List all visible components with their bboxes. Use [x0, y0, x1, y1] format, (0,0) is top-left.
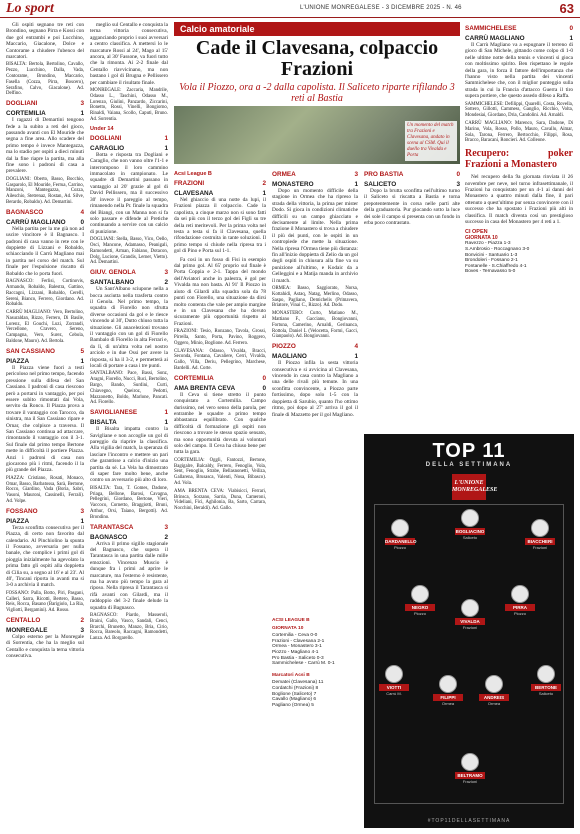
paragraph: Terza sconfitta consecutiva per il Piazza, di certo non favorito dal calendario. Al Pinchiolino la spunta il Fossano, avversaria per nulla banale, che complice i primi gol di pioggia inizialmente ha agevolato la prima fatto gli ospiti alla doppietta di Cilia su, a segno al 16' e al 23'. Al 40', Tincani riporta in avanti ma si 3-0 a archivia il match.: [6, 524, 84, 589]
column-5: [364, 168, 460, 430]
score-line: CORTEMILIA 1: [6, 110, 84, 118]
column-1: [6, 22, 84, 828]
player-card: ANDREIS Ormea: [479, 675, 509, 706]
column-6: [465, 22, 573, 428]
paragraph: Nella partita per la me già non ad uscire vincitore è il Bagnasco. I padroni di casa vanno in rete con le doppiette di Lizzani e Robaldo, schiacciando il Carrù Magliano mai in partita nel corso del match. Sul finale per l'espulsione riscatto di Robaldo che lo porta fuori.: [6, 225, 84, 277]
result-row: Ormea - Monastero 3-1: [272, 644, 322, 650]
score-line: BAGNASCO 2: [90, 533, 168, 541]
paragraph: Dopo un momento difficile della stagione in Ormea che ha ripreso la strada della vittoria, la prima per mister Dodo. Si gioca in condizioni climatiche difficili su un campo ghiacciato e decisamente al limite. Nella prima frazione il Monastero si trova a chiudere il più dei punti, con le ospiti in un contropiede che mette la situazione. Nella ripresa l'Ormea tiene più distanza: fin all'inizio doppietta di Zelio da un gol degli ospiti in chiusura alla fine va su punizione all'ultimo, e Kodaic da a Gelleggini e a Matija manda in archivio il match.: [272, 188, 358, 284]
paragraph: Fa così in un fosso di Fisi in esempio dal primo gol. Al 65' proprio sul finale è Porta Coppia e 2-1. Tappa del mondo dell'Aviatori anche in palestra, è gol per Vivalda ma non basta. Al 91' Il Piozzo in aiuto di Gilardi alla squadra sola da 78 punti con Fiorello, una situazione da dirsi molto contenta che vale per ampio margine e in un Clavesana che ha dovuto sicuramente più opportunità rispetto al Frazioni.: [174, 256, 266, 327]
lineup: BISALTA: Tara, T. Gomes, Dadone, Priaga, Bellone, Barosi, Cavagna, Pellegrini, Giordano, Bertone, Vieri, Vaccoco, Cornetto, Braggiotti, Bruni, Arthur, Orsi, Taiano, Bergotti). Ad. Brondino.: [90, 485, 168, 520]
paragraph: Il Ceva si tiene stretto il punto conquistato a Cortemilia. Campo durissimo, nel vero senso della parola, per entrambe le squadre a primo tempo abbastanza equilibrato. Con qualche difficoltà di formazione gli ospiti non riescono a trovare le stesso spazio sensato, ma sono opportunità dovuta ai volontari solo del campo. Il Ceva ha chiuso bene per tutta la gara.: [174, 391, 266, 456]
result-row: Sammichelese - Carrù M. 0-1: [272, 661, 335, 667]
paragraph: Arriva il primo sigillo stagionale del Bagnasco, che supera il Tarantasca in una partita dalle mille emozioni. Vincenzo Muscio è dunque fra i primi ad aprire le marcature, ma l'esterno è resistente, ma ha avuto più tempo la gara al riposo. Nella ripresa il Tarantasca si rifà avanti con Gilardi, ma il raddoppio del 3-2 finale delude la squadra di Bagnasco.: [90, 540, 168, 611]
result-row: Bonvicini - Santuario 1-3: [465, 252, 518, 258]
paragraph: Nel ghiaccio di una notte da lupi, il Frazioni piazza il colpaccio. Cade la capolista, a cinque marzo non si sono fatti da sei più con il terzo gol dei Figli su tre della reti meritevoli. Per la prima volta nel testa a testa si fa il Clavesana, quella rifondazione costruita in tante soluzioni. Il primo tempo si chiude nella ripresa tra i gol di Pino e Porta sul 1-1.: [174, 197, 266, 255]
scorer-row: Boglione (Saliceto) 7: [272, 691, 317, 697]
score-line: CENTALLO 2: [6, 617, 84, 625]
table-title: CI OPEN: [465, 229, 488, 236]
score-line: CORTEMILIA 0: [174, 374, 266, 382]
table-title: ACSI LEAGUE B: [272, 618, 310, 623]
photo-caption: Un momento del match tra Frazioni e Clavesana, andato in scena al CSM. Qui il duello tra Vivalda e Porta: [405, 121, 457, 161]
score-line: GIUV. GENOLA 3: [90, 269, 168, 277]
category-label: Under 14: [90, 125, 114, 132]
table-subtitle: GIORNATA 10: [465, 235, 498, 242]
page-number: 63: [559, 1, 574, 16]
lineup: CORTEMILIA: Oggli, Fantozzi, Bertone, Bagigalre, Balcaldy, Ferrero, Fenoglio, Vola, Sent, Fenoglio, Strabe, Bellasnonetti, Veiliza, Gallarena, Brusasca, Valenti, Nosa, Bibasco). Ad. Vola.: [174, 457, 266, 486]
paragraph: Dopo la brutta sconfitta nell'ultimo turno il Saliceto si riscatta a Bastia e torna prepotentemente in corsa nelle parti alte della graduatoria. Pur giocando sotto la luce dei sole il campo si presenta con un fondo in erba poco contrastato.: [364, 188, 460, 227]
score-line: SALICETO 3: [364, 181, 460, 188]
paragraph: I ragazzi di Demartini tengono fede a la subito a reti del gioco, passando avanti con El Mouride che segna a fine area. Allo scadere del primo tempo è invece Mantegazza, ma lo stadio per ospiti a dieci minuti dal la fine riapre la partita, ma alla fine sono i padroni di casa a prevalere.: [6, 117, 84, 175]
paragraph: Il Piozzo infila la sesta vittoria consecutiva e si avvicina al Clavesana, vincendo in casa contro la Magliano a una delle rivali più temute. In una sconfitta convincente, a Piozzo parte fortissimo, dopo solo 1-5 con la doppietta di Sarubio, quanto l'ho ottimo ritmo, poi dopo al 27' arriva il gol il finale di Mazzetto per il gol Magliano.: [272, 360, 358, 418]
scorers-title: Marcatori Acsi B: [272, 672, 310, 678]
result-row: Cortemilia - Ceva 0-0: [272, 633, 318, 639]
result-row: Piozzo - Magliano 4-1: [272, 649, 319, 655]
table-subtitle: GIORNATA 10: [272, 625, 304, 631]
scorer-row: Cordatchi (Frazioni) 8: [272, 685, 319, 691]
shirt-icon: [461, 599, 479, 617]
score-line: CARRÙ MAGLIANO 1: [465, 35, 573, 42]
shirt-icon: [385, 665, 403, 683]
player-card: PIRRA Piozzo: [505, 585, 535, 616]
column-2: [90, 22, 168, 828]
player-card: FILIPPI Ormea: [433, 675, 463, 706]
result-row: Pro Bastia - Saliceto 0-3: [272, 655, 324, 661]
score-line: BISALTA 1: [90, 419, 168, 427]
score-line: MONREGALE 3: [6, 627, 84, 635]
lineup: DOGLIANI: Stella, Basso, Vico, Oello, Osci, Mancone, Adamasso, Peanigali, Ramondetti, Arman, Fabiano, Dotacon, Dolg, Lucione, Grandis, Lerner, Vietto). Ad. Demartini.: [90, 237, 168, 266]
lineup: PIAZZA: Cristiano, Rosati, Monaco, Omar, Basso, Barbatossa, Sarà, Bertone, Rocco, Giardino, Vada (Boria, Sabri, Vasoni, Mauroni, Cassinelli, Ferrali). Ad. Volpe.: [6, 475, 84, 504]
paragraph: Gli ospiti segnano tre reti con Brondino, segnano Pirra e Kossi con due gol entrambi e poi Lucchino, Maccario, Giacalone, Dolce e Contorame a chiudere l'ubenco del marcatori.: [6, 22, 84, 61]
score-line: SANTALBANO 2: [90, 279, 168, 287]
column-3: [174, 168, 266, 828]
score-line: FOSSANO 3: [6, 507, 84, 515]
lineup: CARRÙ MAGLIANO: Vero, Bertolino, Nasuraldan, Rizzo, Ferrero, Di Basile, Lorenz, El Gouchi, Luzi, Zorrandi, Vercellone, Cravero, Sereno, Campagna, Vero, Surez, Cebola, Baldone, Mauro). Ad. Bertola.: [6, 310, 84, 345]
paragraph: Nel recupero della 9a giornata rinviata il 26 novembre per neve, nel turno infrasettimanale, il Frazioni ha conquistato per un 4-1 ai danni del Monastero a quattro minuti dalla fine, il pari ottenuto a quest'ultimo pur senza convincere con il successo che ha spostato i Frazioni più alti in classifica. Il match diventa così un prestigioso successo in casa del Monastero per 4 reti a 1.: [465, 174, 573, 226]
score-line: PIAZZA 1: [6, 517, 84, 525]
lineup: BISALTA: Bertola, Bertolino, Cavallo, Pezzo, Lucchino, Dalla, Vada, Contorame, Brondino, Maccario, Fasella (Cozza, Pirra, Boscero), Serafino, Calvo, Giacalone). Ad. Delfino.: [6, 62, 84, 97]
scorer-row: Cavallo (Magliano) 6: [272, 697, 316, 703]
score-line: CARRÙ MAGLIANO 0: [6, 218, 84, 226]
paragraph: Il Piazza viene fuori a testi pericoloso nel primo tempo, facendo pressione sulla difesa del San Cassiano. I padroni di casa riescono però a portarsi in vantaggio, per poi essere subito rimontati dai Vola, servito da Ronco. Il Piazza prova a trovare il vantaggio con Tarocco, da sinistra, ma il San Cassiano ripare e Ornar, che colpisce a traverso. Il San Cassiano continua ad attaccare, rimontando il vantaggio con il 3-1. Sul finale dal primo tempo Bertone mette in difficoltà il portiere Piazza. Anzi i padroni di casa non giocarono più i ritmi, facendo il la più grande del Piazza.: [6, 364, 84, 474]
article-deck: Vola il Piozzo, ora a -2 dalla capolista. Il Saliceto riparte rifilando 3 reti al Bastia: [179, 82, 455, 104]
scorer-row: Dematei (Clavesana) 11: [272, 680, 324, 686]
paragraph: Botta e risposta tra Dogliani e Caraglio, che non vanno oltre l'1-1 e interrompono il loro cammino immacolato in campionato. Le squadre di Demartini passano in vantaggio al 20' grazie al gol di David Pellissero, ma il successivo 30' invece il pareggio al tempo, rimanendo nella Pr. finale la squadra del Biangi, con un Manna non si fa solo passare e difende al Pretiche continuando a servire con un calcio di punizione.: [90, 151, 168, 235]
score-line: SAMMICHELESE 0: [465, 25, 573, 32]
score-line: MAGLIANO 1: [272, 353, 358, 361]
paragraph: Il Carrù Magliano va a espugnare il terreno di gioco di San Michele, gittando come colpo di 1-0 nelle ultime notte della tennis e vincenti si gioca con moltissimo spirito. Ben rispettano le regole della gara, in forza il fattore dell'importanza che l'hanno visto nella partita dei vincenti Sammichelese che, con il miglior punteggio sulla strada in cui la Francia d'attacco Guerra il tiro supera portiere, che questo assedo difeso a Raffa.: [465, 42, 573, 100]
lineup: BAGNASCO: Ferlisi, Cortinovis, Armando, Robaldo, Balestra, Gattino, Raccagni, Lizzani, Robaldo, Cerelli, Sereni, Bianco, Ferrero, Giordano. Ad. Robaldo.: [6, 279, 84, 308]
paragraph: Colpo esterno per la Monregale di Sorrentia, che ha la meglio sul Centallo e conquista la terna vittoria consecutiva.: [6, 634, 84, 660]
section-title: Lo sport: [6, 1, 54, 16]
lineup: CLAVESANA: Odasso, Vivalda, Bracci, Seconda, Fontana, Cavaliere, Cerri, Vivalda, Gallo, Villa, Deriu, Pellegrino, Marchese, Bardelli. Ad. Corte.: [174, 348, 266, 371]
shirt-icon: [531, 519, 549, 537]
score-line: MONASTERO 1: [272, 181, 358, 188]
result-row: Brondoleri - Fossano 2-1: [465, 258, 518, 264]
score-line: DOGLIANI 1: [90, 134, 168, 142]
scorer-row: Pagliano (Ormea) 5: [272, 702, 314, 708]
paper-dateline: L'UNIONE MONREGALESE - 3 DICEMBRE 2025 - N. 46: [300, 5, 462, 11]
shirt-icon: [391, 519, 409, 537]
score-line: ORMEA 3: [272, 171, 358, 178]
article-kicker: Calcio amatoriale: [174, 22, 460, 36]
newspaper-logo: L'UNIONE MONREGALESE: [452, 474, 486, 500]
sub-headline: Recupero: poker Frazioni a Monastero: [465, 148, 573, 171]
lineup: FRAZIONI: Tesio, Ronzano, Tavola, Grossi, Pirrella, Santo, Porta, Pavino, Roggero, Oggero, Minio, Boglione. Ad. Ferrero.: [174, 329, 266, 346]
score-line: CARAGLIO 1: [90, 144, 168, 152]
column-4: [272, 168, 358, 614]
result-row: Ravezzo - Piazza 1-3: [465, 241, 511, 247]
score-line: SAVIGLIANESE 1: [90, 409, 168, 417]
top11-hashtag: #TOP11DELLASETTIMANA: [427, 818, 511, 824]
paragraph: Un Sant'Albano sciupone nella a bocca asciutta nella trasferta contro il Genola. Nel primo tempo, la squadra di Fiorello non sfrutta diverse occasioni da gol e le riesce vincendo al 30', Dutto chiuso tutta la situazione. Gli anacelezioni trovano il vantaggio con un gol di Fiorello Bambalo di Fiorello in alta Ferrari e, da lì, di un'altra volta nel nostro arciolo e in due Ossi per avere la risposta, si ha il 3-2, e permetterà ai locali di portare a casa i tre punti.: [90, 286, 168, 369]
shirt-icon: [439, 675, 457, 693]
lineup: BAGNASCO: Piardo, Masseroli, Braini, Gallo, Vasco, Sandali, Cenci, Brarchi, Brunetto, Manzo, Bria, Cirio, Rocca, Bareolo, Raccagni, Ramondetti, Lanza. Ad. Borgarello.: [90, 613, 168, 642]
player-card: VIOTTI Carrù M.: [379, 665, 409, 696]
paragraph: Il Bisalta impatta contro la Savigliane e non accoglie un gol di pareggio da riaprire la classifica. Alla vigilia del match, la speranza di lasciare l'incontro e mettere un pari che garantisse a calcio d'inizio una partita da sé. La Vela ha dimostrato di saper fare molto bene, anche contro un avversario più alto di loro.: [90, 426, 168, 484]
result-row: S.Ambrosio - Roccagnano 3-0: [465, 247, 530, 253]
page-header: [0, 0, 580, 18]
shirt-icon: [411, 585, 429, 603]
lineup: FOSSANO: Palla, Botto, Piri, Pasgani, Calleri, Sarra, Ricotti, Bertero, Basso, Reis, Rocca, Basano (Barigiolo, La Ria, Vigliotti, Bergamini). Ad. Rosso.: [6, 590, 84, 614]
score-line: TARANTASCA 3: [90, 523, 168, 531]
score-line: SAN CASSIANO 5: [6, 347, 84, 355]
top11-subtitle: DELLA SETTIMANA: [425, 462, 513, 468]
shirt-icon: [511, 585, 529, 603]
match-photo: [174, 106, 460, 164]
top11-title: TOP 11: [432, 440, 506, 462]
score-line: PIAZZA 1: [6, 357, 84, 365]
score-line: CLAVESANA 1: [174, 190, 266, 197]
score-line: DOGLIANI 3: [6, 100, 84, 108]
league-label: Acsi League B: [174, 171, 212, 177]
paragraph: meglio sul Centallo e conquista la terna vittoria consecutiva, agganciando proprio i suoi avversari a centro classifica. A mettersi lo le marcature Rossi al 24', Mago al 15' ancora, al 30' Fassone, va fuori tutto che la rimonta. Ai 2-2 finale dal Centallo riavvicinano, ma non bastano i gol di Brugna e Pellissero per cambiare il risultato finale.: [90, 22, 168, 86]
player-card: VIVALDA Frazioni: [455, 599, 485, 630]
shirt-icon: [537, 665, 555, 683]
player-card: BELTRAMO Frazioni: [455, 753, 485, 784]
lineup: MONASTERO: Curto, Matiano M., Mattiano F., Gaccianu, Bongiovanni, Fortuna, Camerino, Arnaldi, Gerinanca, Rottola, Daniel L (Velocetta, Formi, Gacci, Gianpaolo). Ad. Bongiovanni.: [272, 311, 358, 340]
article-headline: Cade il Clavesana, colpaccio Frazioni: [195, 37, 439, 80]
result-row: Frazioni - Clavesana 2-1: [272, 638, 325, 644]
score-line: AMA BRENTA CEVA 0: [174, 384, 266, 392]
score-line: FRAZIONI 2: [174, 180, 266, 187]
lineup: SANTALBANO: Pace, Bassi, Sonz, Aragni, Fiorello, Nucci, Ruci, Bertolino, Bargo, Bando, Surdini, Curti, Chiavegno, Queiroz, Pedotti, Mazzonetto, Boldo, Marlone, Pancati. Ad. Fiorello.: [90, 371, 168, 406]
shirt-icon: [485, 675, 503, 693]
player-card: DARDANELLO Piozzo: [385, 519, 415, 550]
score-line: BAGNASCO 4: [6, 208, 84, 216]
shirt-icon: [461, 509, 479, 527]
score-line: PRO BASTIA 0: [364, 171, 460, 178]
player-card: BOGLIACINO Saliceto: [455, 509, 485, 540]
lineup: DOGLIANI: Oberto, Basso, Bocchio, Gasparolo, El Mouride, Ferrua, Carrino, Manzoni, Mantegazza, Cozza, Aileschio, Stetrenaz, Rostan, Ad. Silve, Berardo, Robaldo). Ad. Demartini.: [6, 176, 84, 206]
player-card: NEGRO Piozzo: [405, 585, 435, 616]
lineup: ORMEA: Basso, Saggiorato, Norsa, Kottahidi, Astaq, Natag, Merlino, Odasso, Saspo, Pagliano, Demichelis (Primavera, Briatore, Vinai C., Rizzo). Ad. Dodo.: [272, 286, 358, 309]
score-line: PIOZZO 4: [272, 343, 358, 351]
shirt-icon: [461, 753, 479, 771]
top11-graphic: [364, 434, 574, 828]
acsi-b-results: [272, 618, 364, 708]
result-row: Boves - Ternavasso 5-0: [465, 269, 516, 275]
player-card: BERTONE Saliceto: [531, 665, 561, 696]
pitch: [374, 504, 564, 804]
player-card: BIACCHERI Frazioni: [525, 519, 555, 550]
lineup: AMA BRENTA CEVA: Viabisicci, Ferrari, Brinsca, Sorzano, Sarria, Duna, Cameroni, Videliani, Fici, Aghilonia, Ba, Sarto, Carrara, Nocchini, Beraldi). Ad. Gallo.: [174, 488, 266, 512]
lineup: MONREGALE: Zaccaria, Mandrile, Odasso L., Taschini, Odasso M., Lorenzo, Giulini, Panzardo, Ziccarini, Bonetto, Rossi, Vinelli, Bongiorno, Rinaldi, Vaiana, Scollo, Caputi, Bruno. Ad. Sorrentia.: [90, 88, 168, 123]
lineup: CARRÙ MAGLIANO: Marenco, Sara, Dadone, Di Marino, Vola, Rosso, Pollo, Mauro, Cavallo, Aimar, Sola, Tarona, Ferrero, Bertocchio, Filippi, Rosa, Bracco, Baracani, Roncieri. Ad. Colleone.: [465, 121, 573, 144]
result-row: Fontanelle - S.Chiaffredo 4-1: [465, 263, 527, 269]
lineup: SAMMICHELESE: Defilippi, Quarelli, Costa, Rovella, Sottero, Gillotti, Cammess, Ganglio, Ricchio, Volta, Mondesiai, Giordano, Dria, Candolini. Ad. Arnaldi.: [465, 101, 573, 119]
